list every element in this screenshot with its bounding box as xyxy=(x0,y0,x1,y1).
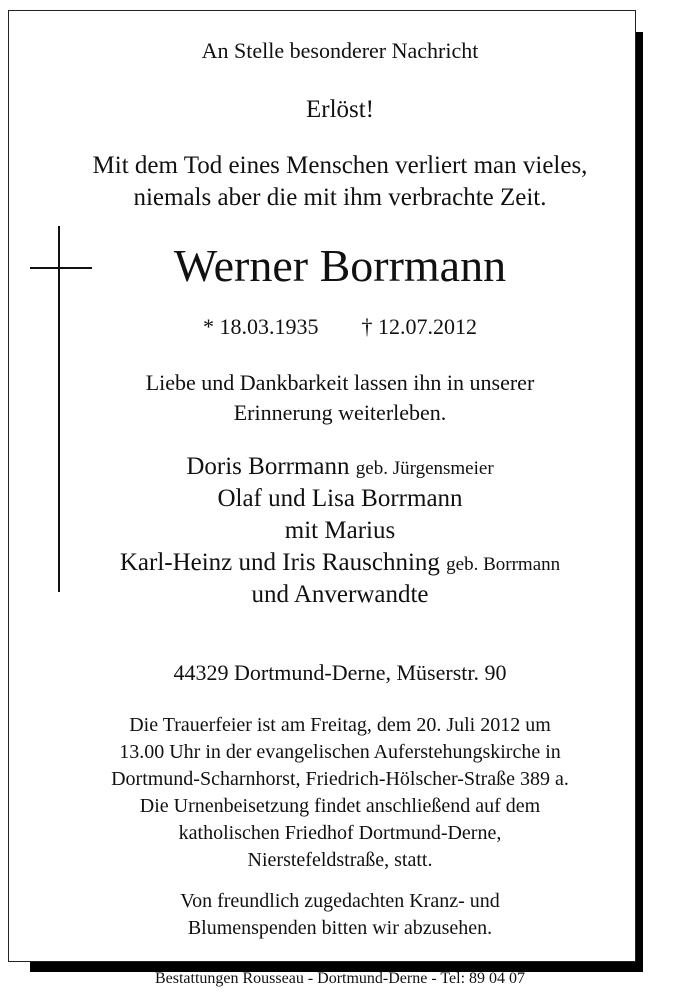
ceremony-line: Die Trauerfeier ist am Freitag, dem 20. Juli 2012 um xyxy=(129,714,551,736)
death-date: † 12.07.2012 xyxy=(361,314,477,339)
mourner-line: Olaf und Lisa Borrmann xyxy=(217,485,463,512)
mourning-address: 44329 Dortmund-Derne, Müserstr. 90 xyxy=(173,660,507,685)
ceremony-line: 13.00 Uhr in der evangelischen Auferstehungskirche in xyxy=(119,741,561,763)
life-dates xyxy=(30,314,650,340)
birth-date: * 18.03.1935 xyxy=(203,314,319,339)
mourner-line: Doris Borrmann geb. Jürgensmeier xyxy=(186,453,494,480)
mourner-line: und Anverwandte xyxy=(251,581,429,608)
remembrance-line-2: Erinnerung weiterleben. xyxy=(233,400,447,425)
ceremony-line: Dortmund-Scharnhorst, Friedrich-Hölscher-Straße 389 a. xyxy=(111,768,569,790)
exclamation: Erlöst! xyxy=(305,96,375,123)
remembrance-line-1: Liebe und Dankbarkeit lassen ihn in unserer xyxy=(145,370,535,395)
deceased-name: Werner Borrmann xyxy=(173,240,507,291)
ceremony-line: Nierstefeldstraße, statt. xyxy=(247,849,433,871)
funeral-home-footer: Bestattungen Rousseau - Dortmund-Derne - Tel: 89 04 07 xyxy=(154,970,526,987)
mourner-line: Karl-Heinz und Iris Rauschning geb. Borrmann xyxy=(119,549,561,576)
notice-header: An Stelle besonderer Nachricht xyxy=(201,38,479,63)
closing-line: Von freundlich zugedachten Kranz- und xyxy=(180,890,500,912)
mourner-line: mit Marius xyxy=(284,517,396,544)
quote-line-1: Mit dem Tod eines Menschen verliert man vieles, xyxy=(92,152,588,179)
ceremony-line: Die Urnenbeisetzung findet anschließend auf dem xyxy=(139,795,541,817)
closing-line: Blumenspenden bitten wir abzusehen. xyxy=(187,917,493,939)
ceremony-line: katholischen Friedhof Dortmund-Derne, xyxy=(178,822,502,844)
quote-line-2: niemals aber die mit ihm verbrachte Zeit. xyxy=(133,184,547,211)
